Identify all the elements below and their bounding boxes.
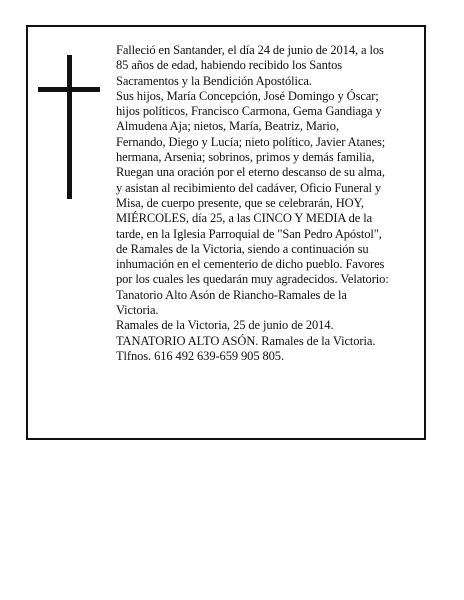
cross-vertical-bar <box>67 55 72 199</box>
family-and-service-details: Sus hijos, María Concepción, José Domingo y Óscar; hijos políticos, Francisco Carmona, Gema Gandiaga y Almudena Aja; nietos, María, Beatriz, Mario, Fernando, Diego y Lucía; nieto político, Javier Atanes; hermana, Arsenia; sobrinos, primos y demás familia, Ruegan una oración por el eterno descanso de su alma, y asistan al recibimiento del cadáver, Oficio Funeral y Misa, de cuerpo presente, que se celebrarán, HOY, MIÉRCOLES, día 25, a las CINCO Y MEDIA de la tarde, en la Iglesia Parroquial de "San Pedro Apóstol", de Ramales de la Victoria, siendo a continuación su inhumación en el cementerio de dicho pueblo. Favores por los cuales les quedarán muy agradecidos. Velatorio: Tanatorio Alto Asón de Riancho-Ramales de la Victoria. <box>116 88 389 318</box>
obituary-text <box>116 43 422 364</box>
obituary-notice <box>26 25 426 440</box>
place-and-date: Ramales de la Victoria, 25 de junio de 2014. <box>116 318 334 333</box>
cross-icon <box>38 55 100 199</box>
funeral-home-contact: TANATORIO ALTO ASÓN. Ramales de la Victoria. Tlfnos. 616 492 639-659 905 805. <box>116 333 376 363</box>
cross-horizontal-bar <box>38 87 100 92</box>
death-announcement: Falleció en Santander, el día 24 de junio de 2014, a los 85 años de edad, habiendo recibido los Santos Sacramentos y la Bendición Apostólica. <box>116 43 384 88</box>
